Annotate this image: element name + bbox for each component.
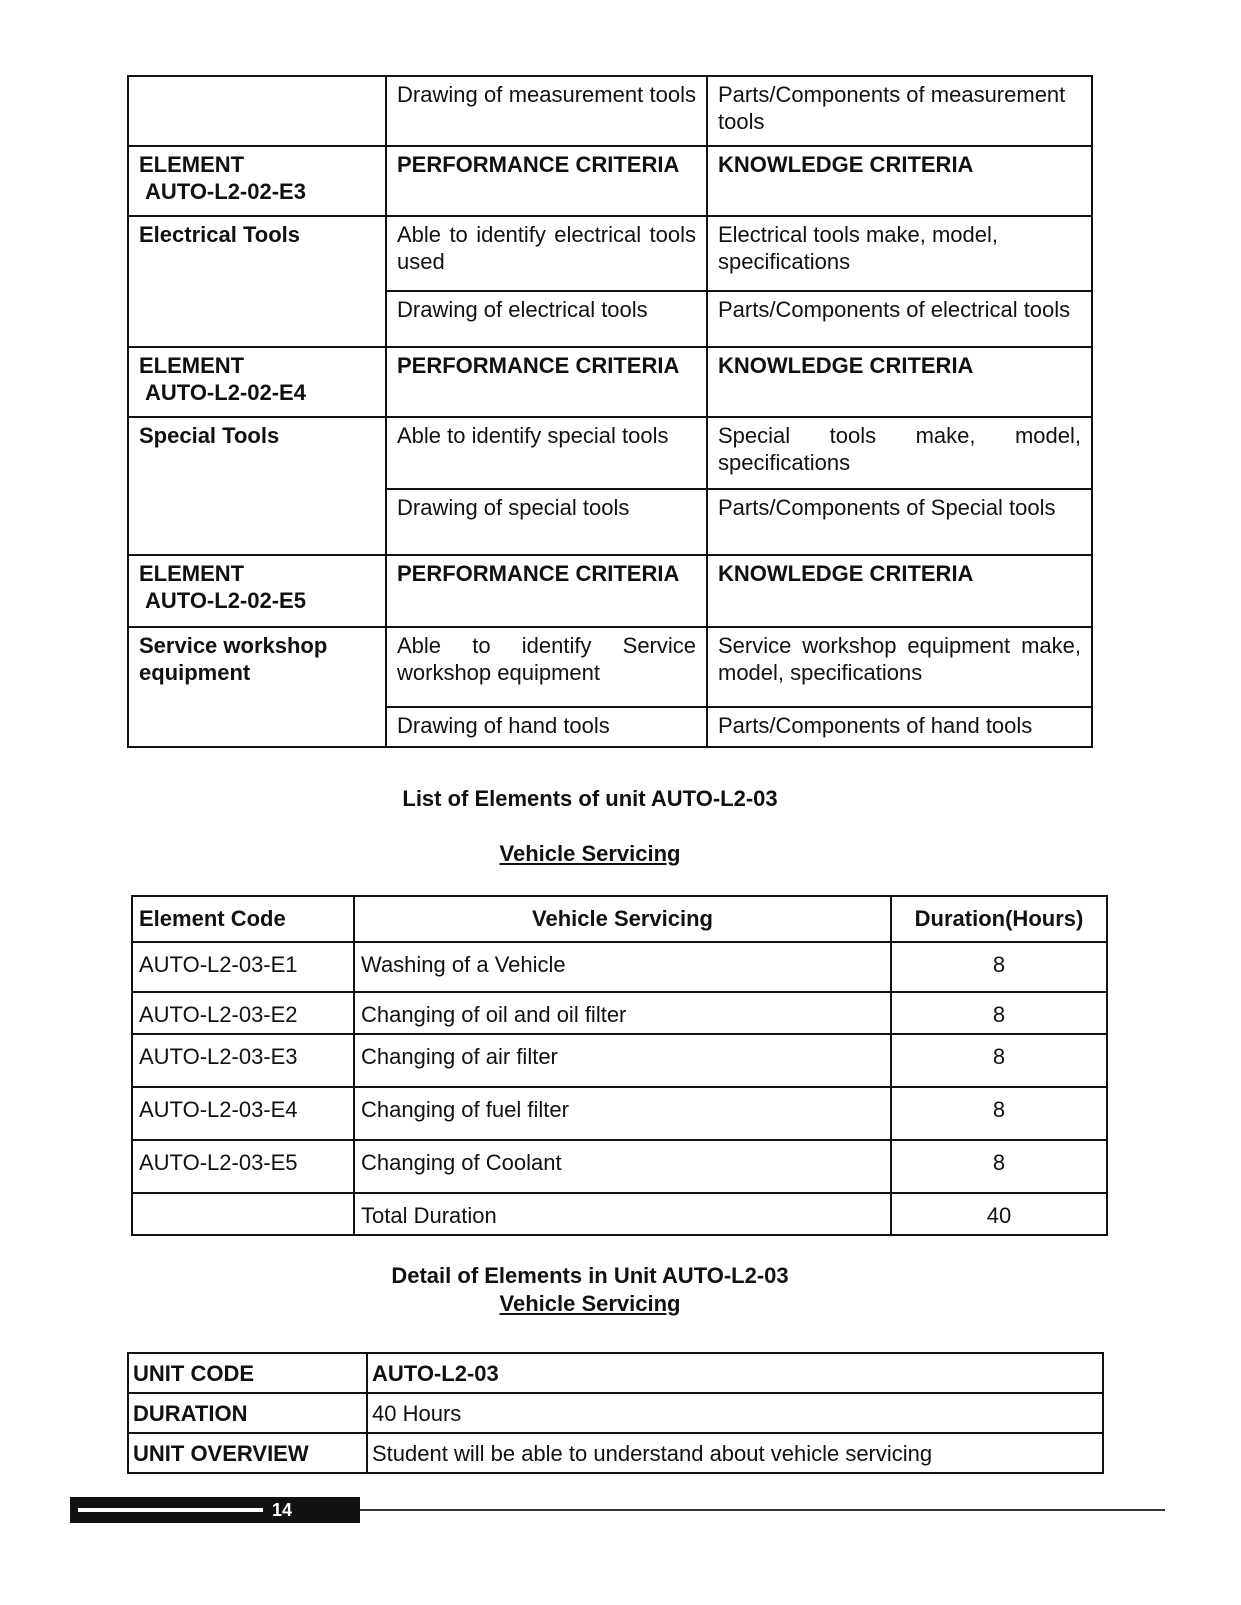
duration-cell: 8 — [891, 1034, 1107, 1087]
detail-heading: Detail of Elements in Unit AUTO-L2-03 — [391, 1263, 789, 1288]
table-cell: Electrical tools make, model, specifications — [707, 216, 1092, 291]
element-title-cell: Changing of Coolant — [354, 1140, 891, 1193]
unit-overview-label: UNIT OVERVIEW — [128, 1433, 367, 1473]
duration-cell: 8 — [891, 1140, 1107, 1193]
table-row — [132, 1034, 1107, 1087]
performance-criteria-header: PERFORMANCE CRITERIA — [386, 555, 707, 627]
table-row — [128, 417, 1092, 489]
table-row — [128, 627, 1092, 707]
element-title-cell: Changing of fuel filter — [354, 1087, 891, 1140]
footer-stripe — [78, 1508, 263, 1512]
element-criteria-table — [127, 75, 1093, 748]
element-code-cell: ELEMENT AUTO-L2-02-E4 — [128, 347, 386, 417]
table-cell: Parts/Components of electrical tools — [707, 291, 1092, 347]
list-heading: List of Elements of unit AUTO-L2-03 — [402, 786, 778, 811]
table-row — [132, 992, 1107, 1034]
detail-subheading: Vehicle Servicing — [499, 1291, 681, 1316]
header-duration: Duration(Hours) — [891, 896, 1107, 942]
unit-overview-value: Student will be able to understand about vehicle servicing — [367, 1433, 1103, 1473]
knowledge-criteria-header: KNOWLEDGE CRITERIA — [707, 146, 1092, 216]
table-cell: Special tools make, model, specifications — [707, 417, 1092, 489]
table-cell: Drawing of measurement tools — [386, 76, 707, 146]
element-code-cell: AUTO-L2-03-E5 — [132, 1140, 354, 1193]
element-name-cell: Electrical Tools — [128, 216, 386, 347]
total-label: Total Duration — [354, 1193, 891, 1235]
table-cell: Service workshop equipment make, model, specifications — [707, 627, 1092, 707]
element-title-cell: Changing of air filter — [354, 1034, 891, 1087]
table-cell: Able to identify Service workshop equipment — [386, 627, 707, 707]
table-cell: Drawing of electrical tools — [386, 291, 707, 347]
table-row — [128, 1353, 1103, 1393]
table-row — [128, 1393, 1103, 1433]
table-row — [128, 216, 1092, 291]
element-code-cell: ELEMENT AUTO-L2-02-E5 — [128, 555, 386, 627]
table-row — [128, 1433, 1103, 1473]
performance-criteria-header: PERFORMANCE CRITERIA — [386, 347, 707, 417]
total-value: 40 — [891, 1193, 1107, 1235]
duration-cell: 8 — [891, 942, 1107, 992]
element-title-cell: Washing of a Vehicle — [354, 942, 891, 992]
element-code-cell: AUTO-L2-03-E2 — [132, 992, 354, 1034]
unit-code-label: UNIT CODE — [128, 1353, 367, 1393]
element-code-cell: AUTO-L2-03-E1 — [132, 942, 354, 992]
element-header-row — [128, 555, 1092, 627]
unit-overview-table — [127, 1352, 1104, 1474]
knowledge-criteria-header: KNOWLEDGE CRITERIA — [707, 347, 1092, 417]
table-row — [132, 1140, 1107, 1193]
element-code-cell: ELEMENT AUTO-L2-02-E3 — [128, 146, 386, 216]
list-subheading: Vehicle Servicing — [499, 841, 681, 866]
table-cell — [132, 1193, 354, 1235]
table-cell: Able to identify electrical tools used — [386, 216, 707, 291]
element-header-row — [128, 146, 1092, 216]
duration-value: 40 Hours — [367, 1393, 1103, 1433]
element-name-cell: Special Tools — [128, 417, 386, 555]
element-name-cell: Service workshop equipment — [128, 627, 386, 747]
table-cell: Parts/Components of Special tools — [707, 489, 1092, 555]
table-cell: Able to identify special tools — [386, 417, 707, 489]
table-cell — [128, 76, 386, 146]
element-header-row — [128, 347, 1092, 417]
table-cell: Drawing of special tools — [386, 489, 707, 555]
performance-criteria-header: PERFORMANCE CRITERIA — [386, 146, 707, 216]
header-element-code: Element Code — [132, 896, 354, 942]
element-title-cell: Changing of oil and oil filter — [354, 992, 891, 1034]
total-row — [132, 1193, 1107, 1235]
duration-label: DURATION — [128, 1393, 367, 1433]
table-header-row — [132, 896, 1107, 942]
table-cell: Drawing of hand tools — [386, 707, 707, 747]
element-code-cell: AUTO-L2-03-E4 — [132, 1087, 354, 1140]
table-row — [128, 76, 1092, 146]
page-number: 14 — [272, 1500, 293, 1520]
table-cell: Parts/Components of measurement tools — [707, 76, 1092, 146]
knowledge-criteria-header: KNOWLEDGE CRITERIA — [707, 555, 1092, 627]
header-vehicle-servicing: Vehicle Servicing — [354, 896, 891, 942]
element-list-table — [131, 895, 1108, 1236]
footer-rule — [360, 1509, 1165, 1511]
duration-cell: 8 — [891, 992, 1107, 1034]
table-cell: Parts/Components of hand tools — [707, 707, 1092, 747]
duration-cell: 8 — [891, 1087, 1107, 1140]
element-code-cell: AUTO-L2-03-E3 — [132, 1034, 354, 1087]
table-row — [132, 1087, 1107, 1140]
unit-code-value: AUTO-L2-03 — [367, 1353, 1103, 1393]
table-row — [132, 942, 1107, 992]
